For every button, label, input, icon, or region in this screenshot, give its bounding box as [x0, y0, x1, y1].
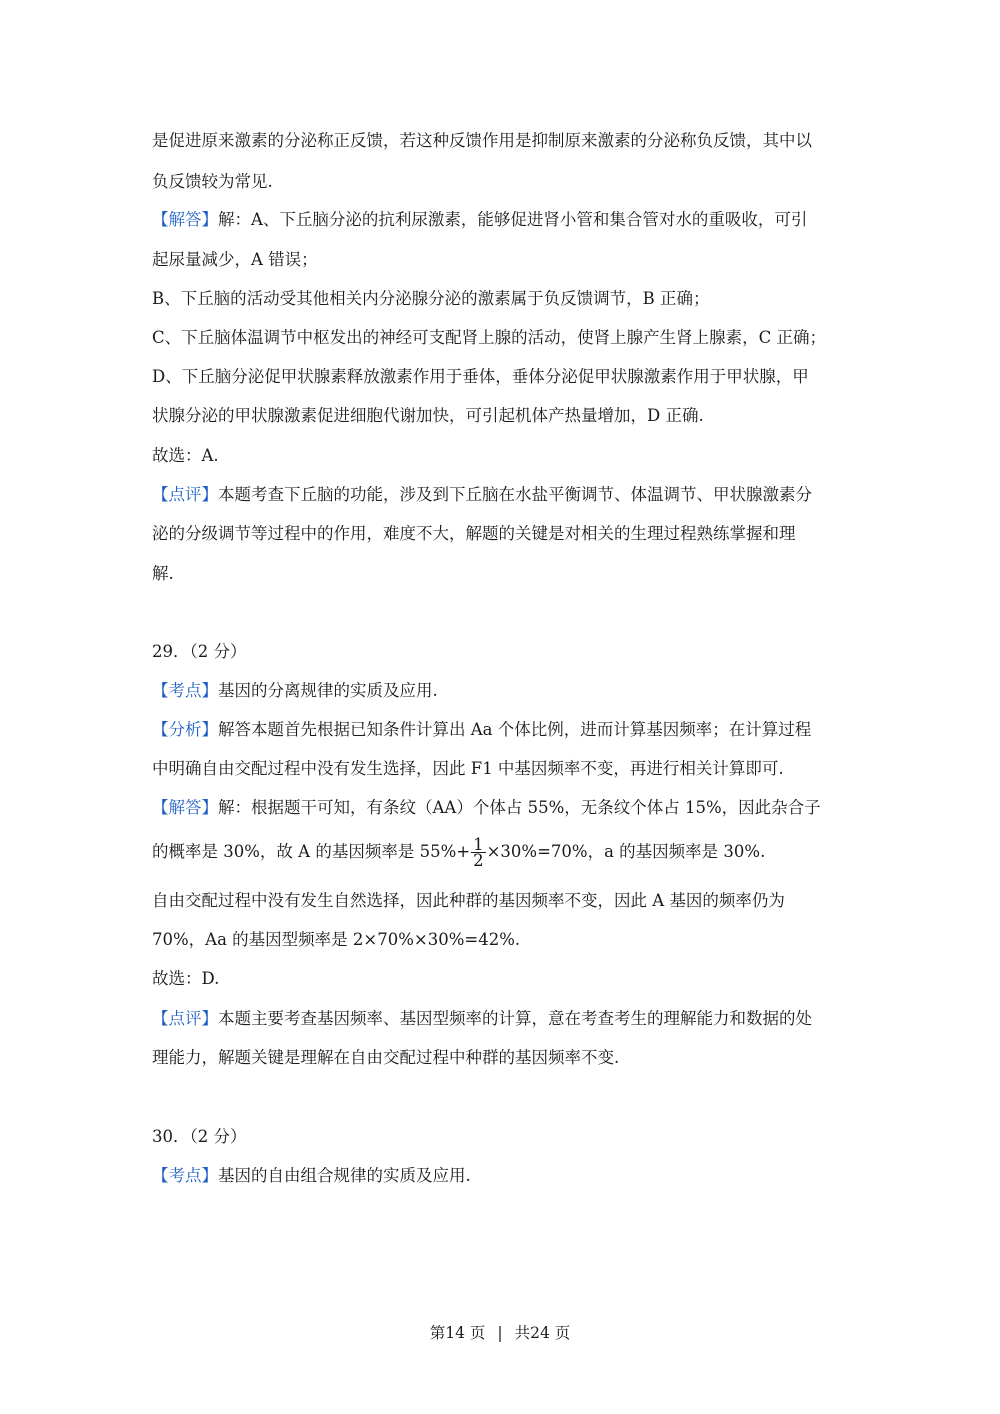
- answer-text-pre: 的概率是 30%，故 A 的基因频率是 55%+: [152, 842, 471, 861]
- q28-option-d-line1: D、下丘脑分泌促甲状腺素释放激素作用于垂体，垂体分泌促甲状腺激素作用于甲状腺，甲: [152, 367, 809, 386]
- q29-analysis-line1: [152, 719, 811, 741]
- kaodian-tag: 【考点】: [152, 681, 218, 700]
- q28-intro-line2: 负反馈较为常见.: [152, 172, 273, 191]
- comment-tag: 【点评】: [152, 485, 218, 504]
- comment-text: 本题考查下丘脑的功能，涉及到下丘脑在水盐平衡调节、体温调节、甲状腺激素分: [218, 485, 812, 504]
- page-number: 第14 页: [429, 1324, 486, 1342]
- kaodian-tag: 【考点】: [152, 1166, 218, 1185]
- page-footer: [0, 1321, 1000, 1343]
- q28-comment-line3: 解.: [152, 564, 174, 583]
- q28-option-b: B、下丘脑的活动受其他相关内分泌腺分泌的激素属于负反馈调节，B 正确；: [152, 289, 710, 308]
- q29-analysis-line2: 中明确自由交配过程中没有发生选择，因此 F1 中基因频率不变，再进行相关计算即可.: [152, 759, 784, 778]
- fraction-denominator: 2: [473, 851, 484, 870]
- fraction-one-half: [471, 837, 486, 868]
- q28-comment-line2: 泌的分级调节等过程中的作用，难度不大，解题的关键是对相关的生理过程熟练掌握和理: [152, 524, 796, 543]
- q29-comment-line1: [152, 1008, 812, 1030]
- answer-text: 解：根据题干可知，有条纹（AA）个体占 55%，无条纹个体占 15%，因此杂合子: [218, 798, 821, 817]
- q29-comment-line2: 理能力，解题关键是理解在自由交配过程中种群的基因频率不变.: [152, 1048, 620, 1067]
- q29-answer-line1: [152, 797, 821, 819]
- kaodian-text: 基因的自由组合规律的实质及应用.: [218, 1166, 471, 1185]
- page-total: 共24 页: [514, 1324, 571, 1342]
- q30-kaodian: [152, 1165, 471, 1187]
- analysis-tag: 【分析】: [152, 720, 218, 739]
- q28-option-d-line2: 状腺分泌的甲状腺激素促进细胞代谢加快，可引起机体产热量增加，D 正确.: [152, 406, 704, 425]
- fraction-numerator: 1: [473, 835, 484, 854]
- q28-option-c: C、下丘脑体温调节中枢发出的神经可支配肾上腺的活动，使肾上腺产生肾上腺素，C 正确；: [152, 328, 826, 347]
- q29-answer-line3: 自由交配过程中没有发生自然选择，因此种群的基因频率不变，因此 A 基因的频率仍为: [152, 891, 785, 910]
- answer-text-post: ×30%=70%，a 的基因频率是 30%.: [486, 842, 766, 861]
- q30-header: 30．（2 分）: [152, 1127, 247, 1146]
- q28-answer-line2: 起尿量减少，A 错误；: [152, 250, 318, 269]
- comment-tag: 【点评】: [152, 1009, 218, 1028]
- q28-intro-line1: 是促进原来激素的分泌称正反馈，若这种反馈作用是抑制原来激素的分泌称负反馈，其中以: [152, 131, 812, 150]
- q29-header: 29．（2 分）: [152, 642, 247, 661]
- q29-answer-line4: 70%，Aa 的基因型频率是 2×70%×30%=42%.: [152, 930, 521, 949]
- kaodian-text: 基因的分离规律的实质及应用.: [218, 681, 438, 700]
- q29-choice: 故选：D.: [152, 969, 220, 988]
- q29-kaodian: [152, 680, 438, 702]
- q28-answer-line1: [152, 209, 807, 231]
- q28-comment-line1: [152, 484, 812, 506]
- answer-tag: 【解答】: [152, 798, 218, 817]
- answer-text: 解：A、下丘脑分泌的抗利尿激素，能够促进肾小管和集合管对水的重吸收，可引: [218, 210, 808, 229]
- comment-text: 本题主要考查基因频率、基因型频率的计算，意在考查考生的理解能力和数据的处: [218, 1009, 812, 1028]
- analysis-text: 解答本题首先根据已知条件计算出 Aa 个体比例，进而计算基因频率；在计算过程: [218, 720, 812, 739]
- q29-answer-line2: [152, 835, 765, 869]
- q28-choice: 故选：A.: [152, 446, 219, 465]
- answer-tag: 【解答】: [152, 210, 218, 229]
- footer-separator: |: [497, 1324, 503, 1342]
